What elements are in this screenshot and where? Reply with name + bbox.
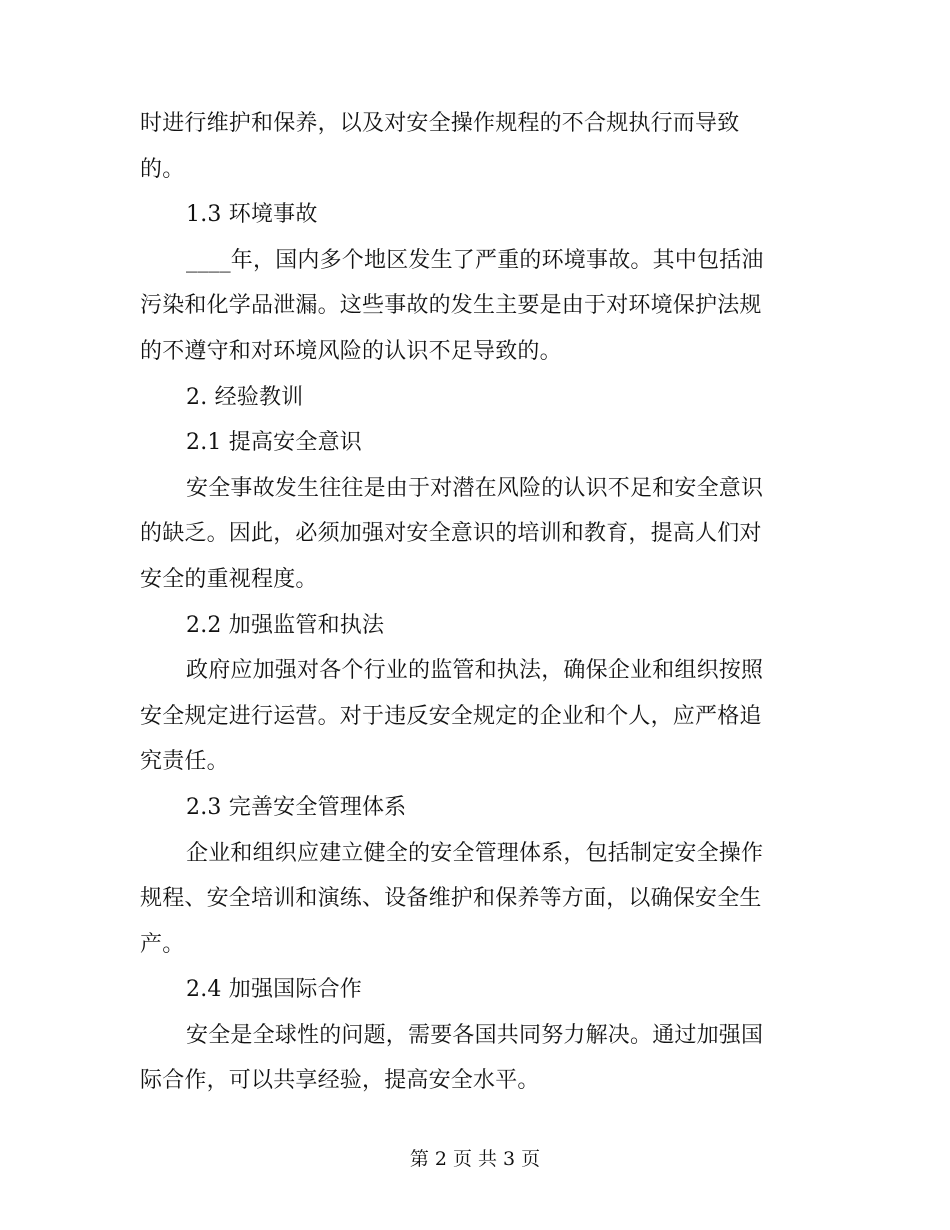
- section-heading-1-3: 1.3 环境事故: [186, 202, 318, 228]
- body-line: 规程、安全培训和演练、设备维护和保养等方面，以确保安全生: [140, 886, 762, 912]
- body-line: 污染和化学品泄漏。这些事故的发生主要是由于对环境保护法规: [140, 293, 762, 319]
- body-line: 的不遵守和对环境风险的认识不足导致的。: [140, 338, 562, 364]
- section-heading-2-4: 2.4 加强国际合作: [186, 977, 362, 1003]
- body-line: 政府应加强对各个行业的监管和执法，确保企业和组织按照: [186, 658, 764, 684]
- body-line: 安全的重视程度。: [140, 566, 318, 592]
- page-number-footer: 第 2 页 共 3 页: [409, 1148, 541, 1170]
- section-heading-2-2: 2.2 加强监管和执法: [186, 612, 385, 638]
- body-line: 企业和组织应建立健全的安全管理体系，包括制定安全操作: [186, 840, 764, 866]
- body-line: 安全事故发生往往是由于对潜在风险的认识不足和安全意识: [186, 475, 764, 501]
- section-heading-2: 2. 经验教训: [186, 384, 304, 410]
- body-line: 际合作，可以共享经验，提高安全水平。: [140, 1068, 540, 1094]
- body-line: 安全规定进行运营。对于违反安全规定的企业和个人，应严格追: [140, 703, 762, 729]
- section-heading-2-3: 2.3 完善安全管理体系: [186, 794, 407, 820]
- body-line: 时进行维护和保养，以及对安全操作规程的不合规执行而导致: [140, 111, 740, 136]
- body-line: ____年，国内多个地区发生了严重的环境事故。其中包括油: [186, 247, 764, 273]
- body-line: 产。: [140, 931, 185, 957]
- section-heading-2-1: 2.1 提高安全意识: [186, 430, 362, 456]
- body-line: 安全是全球性的问题，需要各国共同努力解决。通过加强国: [186, 1022, 764, 1048]
- document-body: [140, 101, 800, 1104]
- body-line: 究责任。: [140, 749, 229, 775]
- body-line: 的。: [140, 156, 185, 182]
- body-line: 的缺乏。因此，必须加强对安全意识的培训和教育，提高人们对: [140, 521, 762, 547]
